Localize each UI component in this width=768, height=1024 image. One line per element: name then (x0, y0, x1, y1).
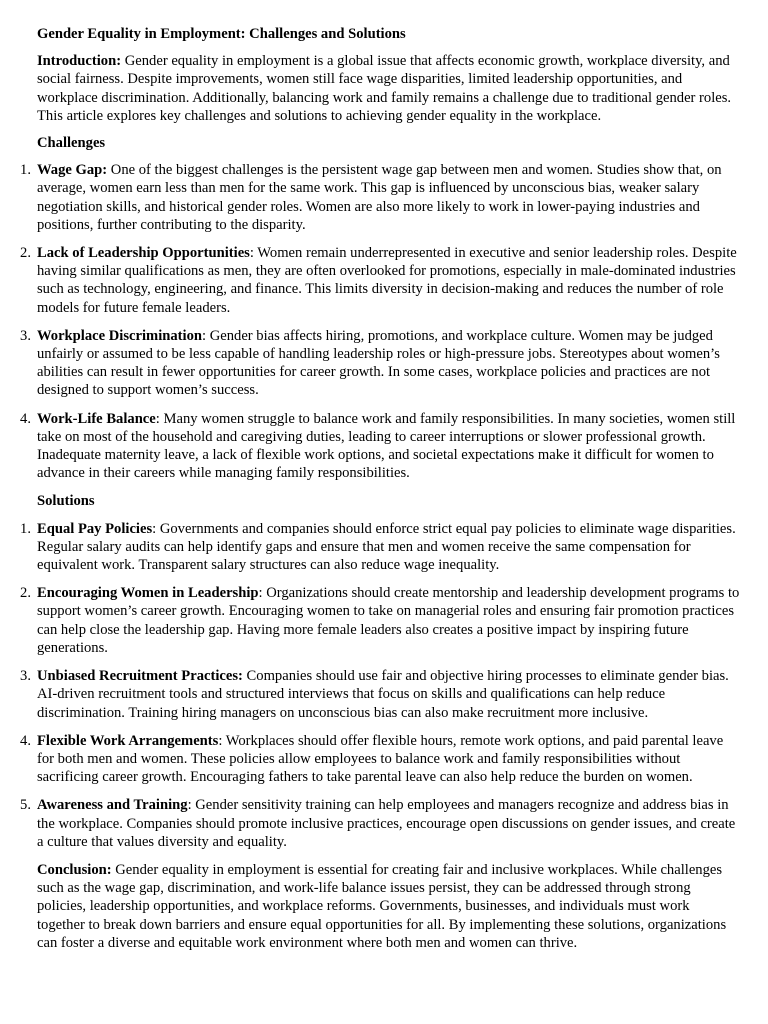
challenge-term: Workplace Discrimination (37, 327, 202, 344)
challenge-item-work-life-balance (20, 410, 740, 483)
solution-term: Encouraging Women in Leadership (37, 585, 259, 602)
solution-text: : Gender sensitivity training can help employees and managers recognize and address bias in the workplace. Companies should promote inclusive practices, encourage open discussions on gender issues, and create a culture that values diversity and equality. (37, 797, 736, 850)
list-number: 4. (20, 410, 31, 427)
solution-term: Flexible Work Arrangements (37, 732, 219, 749)
solution-term: Unbiased Recruitment Practices: (37, 668, 243, 685)
list-number: 2. (20, 245, 31, 262)
list-number: 1. (20, 162, 31, 179)
challenge-text: One of the biggest challenges is the persistent wage gap between men and women. Studies show that, on average, women earn less than men for the same work. This gap is influenced by unconscious bias, weaker salary negotiation skills, and historical gender roles. Women are also more likely to work in lower-paying industries and positions, further contributing to the disparity. (37, 162, 722, 233)
list-number: 3. (20, 668, 31, 685)
introduction-paragraph (37, 52, 740, 125)
challenges-heading: Challenges (37, 135, 106, 152)
challenge-term: Work-Life Balance (37, 410, 156, 427)
list-number: 1. (20, 520, 31, 537)
challenge-term: Lack of Leadership Opportunities (37, 245, 250, 262)
list-number: 3. (20, 327, 31, 344)
solution-item-equal-pay (20, 520, 740, 575)
challenge-item-discrimination (20, 327, 740, 400)
solutions-list (20, 520, 740, 851)
solution-term: Equal Pay Policies (37, 520, 153, 537)
challenges-list (20, 161, 740, 482)
conclusion-label: Conclusion: (37, 861, 112, 878)
solution-item-awareness-training (20, 796, 740, 851)
list-number: 4. (20, 732, 31, 749)
challenge-item-wage-gap (20, 161, 740, 234)
conclusion-text: Gender equality in employment is essential for creating fair and inclusive workplaces. While challenges such as the wage gap, discrimination, and work-life balance issues persist, they can be addressed through strong policies, leadership opportunities, and workplace reforms. Governments, businesses, and individuals must work together to break down barriers and ensure equal opportunities for all. By implementing these solutions, organizations can foster a diverse and equitable work environment where both men and women can thrive. (37, 861, 727, 951)
challenge-item-leadership (20, 244, 740, 317)
solution-text: : Governments and companies should enforce strict equal pay policies to eliminate wage disparities. Regular salary audits can help identify gaps and ensure that men and women receive the same compensation for equivalent work. Transparent salary structures can also reduce wage inequality. (37, 520, 736, 574)
challenge-text: : Many women struggle to balance work and family responsibilities. In many societies, women still take on most of the household and caregiving duties, leading to career interruptions or slower professional growth. Inadequate maternity leave, a lack of flexible work options, and societal expectations make it difficult for women to advance in their careers while managing family responsibilities. (37, 410, 736, 482)
challenge-text: : Women remain underrepresented in executive and senior leadership roles. Despite having similar qualifications as men, they are often overlooked for promotions, especially in male-dominated industries such as technology, engineering, and finance. This limits diversity in decision-making and reduces the number of role models for future female leaders. (37, 245, 737, 316)
solution-term: Awareness and Training (37, 797, 188, 814)
introduction-label: Introduction: (37, 53, 122, 70)
solution-text: : Workplaces should offer flexible hours, remote work options, and paid parental leave for both men and women. These policies allow employees to balance work and family responsibilities without sacrificing career growth. Encouraging fathers to take parental leave can also help reduce the burden on women. (37, 732, 724, 786)
solution-text: Companies should use fair and objective hiring processes to eliminate gender bias. AI-driven recruitment tools and structured interviews that focus on skills and qualifications can help reduce discrimination. Training hiring managers on unconscious bias can also make recruitment more inclusive. (37, 668, 729, 721)
solutions-heading: Solutions (37, 493, 95, 510)
challenge-text: : Gender bias affects hiring, promotions, and workplace culture. Women may be judged unfairly or assumed to be less capable of handling leadership roles or high-pressure jobs. Stereotypes about women’s abilities can result in fewer opportunities for career growth. In some cases, workplace policies and practices are not designed to support women’s success. (37, 327, 720, 399)
conclusion-paragraph (37, 861, 740, 952)
solution-text: : Organizations should create mentorship and leadership development programs to support women’s career growth. Encouraging women to take on managerial roles and ensuring fair promotion practices can help close the leadership gap. Having more female leaders also creates a positive impact by inspiring future generations. (37, 585, 740, 656)
solution-item-women-leadership (20, 584, 740, 657)
solution-item-unbiased-recruitment (20, 667, 740, 722)
document-title: Gender Equality in Employment: Challenges and Solutions (37, 26, 406, 42)
challenge-term: Wage Gap: (37, 162, 108, 179)
solution-item-flexible-work (20, 732, 740, 787)
introduction-text: Gender equality in employment is a global issue that affects economic growth, workplace diversity, and social fairness. Despite improvements, women still face wage disparities, limited leadership opportunities, and workplace discrimination. Additionally, balancing work and family remains a challenge due to traditional gender roles. This article explores key challenges and solutions to achieving gender equality in the workplace. (37, 53, 732, 124)
list-number: 5. (20, 797, 31, 814)
list-number: 2. (20, 585, 31, 602)
